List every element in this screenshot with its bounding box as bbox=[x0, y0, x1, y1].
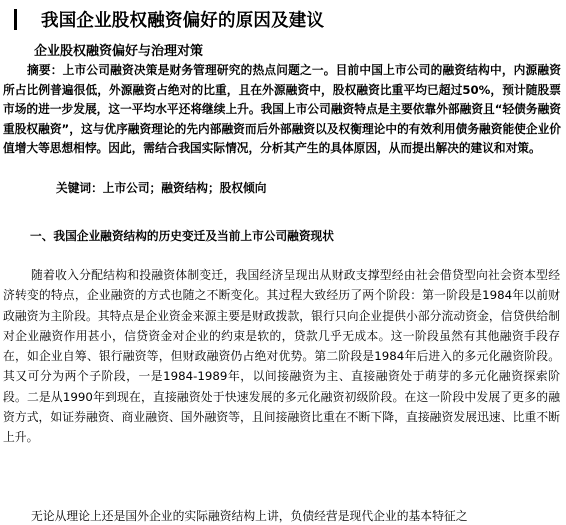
title-row bbox=[14, 6, 324, 32]
abstract-paragraph: 摘要：上市公司融资决策是财务管理研究的热点问题之一。目前中国上市公司的融资结构中，内源融资所占比例普遍很低，外源融资占绝对的比重，且在外源融资中，股权融资比重平均已超过50%，预计随股票市场的进一步发展，这一平均水平还将继续上升。我国上市公司融资特点是主要依靠外部融资且“轻债务融资重股权融资”，这与优序融资理论的先内部融资而后外部融资以及权衡理论中的有效利用债务融资能使企业价值增大等思想相悖。因此，需结合我国实际情况，分析其产生的具体原因，从而提出解决的建议和对策。 bbox=[3, 63, 561, 156]
body-paragraph: 随着收入分配结构和投融资体制变迁，我国经济呈现出从财政支撑型经由社会借贷型向社会资本型经济转变的特点，企业融资的方式也随之不断变化。其过程大致经历了两个阶段：第一阶段是1984年以前财政融资为主阶段。其特点是企业资金来源主要是财政拨款，银行只向企业提供小部分流动资金，信贷供给制对企业融资作用甚小，信贷资金对企业的约束是软的，贷款几乎无成本。这一阶段虽然有其他融资手段存在，如企业自筹、银行融资等，但财政融资仍占绝对优势。第二阶段是1984年后进入的多元化融资阶段。其又可分为两个子阶段，一是1984-1989年，以间接融资为主、直接融资处于萌芽的多元化融资探索阶段。二是从1990年到现在，直接融资处于快速发展的多元化融资初级阶段。在这一阶段中发展了更多的融资方式，如证券融资、商业融资、国外融资等，且间接融资比重在不断下降，直接融资发展迅速、比重不断上升。 bbox=[3, 268, 560, 445]
body-paragraph-continued: 无论从理论上还是国外企业的实际融资结构上讲，负债经营是现代企业的基本特征之 bbox=[31, 509, 468, 523]
section-heading: 一、我国企业融资结构的历史变迁及当前上市公司融资现状 bbox=[30, 229, 334, 243]
page-title: 我国企业股权融资偏好的原因及建议 bbox=[41, 10, 325, 31]
page-subtitle: 企业股权融资偏好与治理对策 bbox=[34, 44, 204, 59]
keywords-line: 关键词：上市公司；融资结构；股权倾向 bbox=[56, 181, 267, 195]
title-marker-bar bbox=[14, 9, 17, 30]
